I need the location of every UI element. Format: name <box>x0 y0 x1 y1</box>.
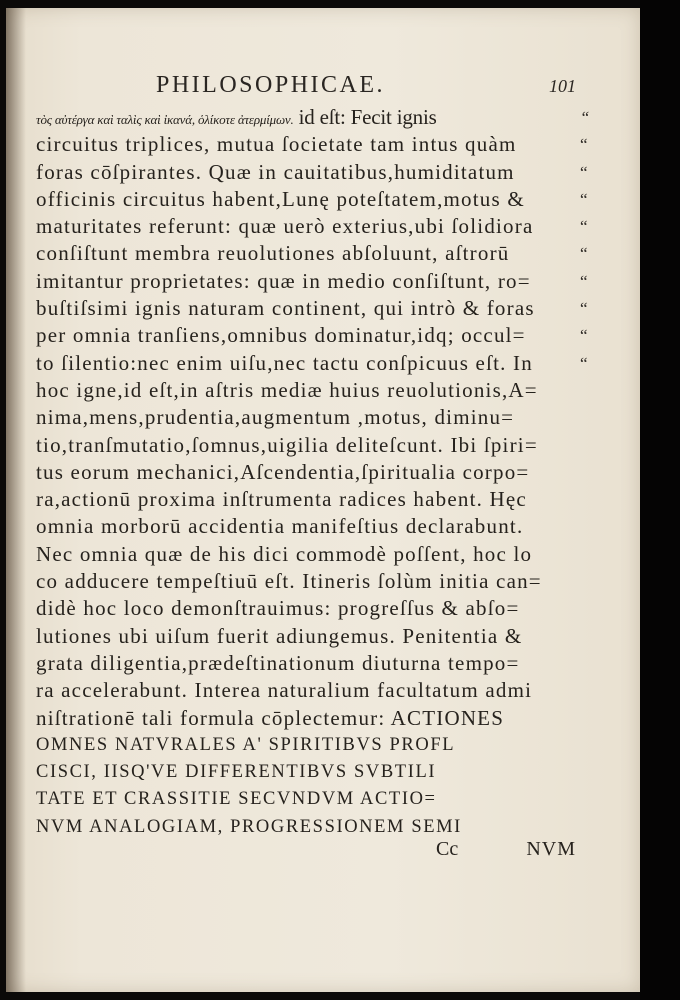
text-line <box>36 432 576 459</box>
body-text <box>36 104 590 841</box>
prose-lines <box>36 131 588 732</box>
text-line <box>36 650 576 677</box>
page-gutter-shadow <box>6 8 26 992</box>
text-line-capitals: NVM ANALOGIAM, PROGRESSIONEM SEMI <box>36 816 462 837</box>
text-line-content: didè hoc loco demonſtrauimus: progreſſus & abſo= <box>36 596 520 621</box>
text-line-content: nima,mens,prudentia,augmentum ,motus, diminu= <box>36 405 515 430</box>
text-line-content: circuitus triplices, mutua ſocietate tam intus quàm <box>36 132 517 157</box>
text-line <box>36 404 576 431</box>
text-line-content: grata diligentia,prædeſtinationum diuturna tempo= <box>36 650 520 675</box>
text-line-content: niſtrationē tali formula cōplectemur: ACTIONES <box>36 705 505 730</box>
quotation-mark: “ <box>580 326 588 346</box>
text-line-content: buſtiſsimi ignis naturam continent, qui intrò & foras <box>36 296 535 321</box>
text-line <box>36 268 588 295</box>
text-line <box>36 350 588 377</box>
catchword: NVM <box>526 838 576 860</box>
text-line-content: per omnia tranſiens,omnibus dominatur,idq; occul= <box>36 323 526 348</box>
text-line <box>36 623 576 650</box>
text-line <box>36 513 576 540</box>
text-line <box>36 595 576 622</box>
text-line <box>36 568 576 595</box>
text-line-content: imitantur proprietates: quæ in medio conſiſtunt, ro= <box>36 268 531 293</box>
text-line-content: to ſilentio:nec enim uiſu,nec tactu conſpicuus eſt. In <box>36 350 533 375</box>
text-line <box>36 486 576 513</box>
text-line-content: ra accelerabunt. Interea naturalium facultatum admi <box>36 678 533 703</box>
quotation-mark: “ <box>580 135 588 155</box>
text-line-capitals: OMNES NATVRALES A' SPIRITIBVS PROFL <box>36 734 456 755</box>
page-header <box>156 72 576 108</box>
text-line <box>36 459 576 486</box>
signature-mark: Cc <box>436 838 459 860</box>
text-line <box>36 705 576 732</box>
text-line <box>36 295 588 322</box>
text-line-capitals: TATE ET CRASSITIE SECVNDVM ACTIO= <box>36 789 437 810</box>
text-line <box>36 322 588 349</box>
text-line <box>36 213 588 240</box>
text-line-content: tus eorum mechanici,Aſcendentia,ſpiritualia corpo= <box>36 459 530 484</box>
quotation-mark: “ <box>580 271 588 291</box>
page-footer <box>436 838 576 864</box>
text-line <box>36 240 588 267</box>
greek-quotation: τὸς αὐτέργα καὶ ταλὶς καὶ ἰκανά, ὁλίκοτε ἀτερμίμων. <box>36 112 294 127</box>
scan-background <box>640 0 680 1000</box>
text-line-content: hoc igne,id eſt,in aſtris mediæ huius reuolutionis,A= <box>36 377 538 402</box>
text-line <box>36 131 588 158</box>
text-line-content: Nec omnia quæ de his dici commodè poſſent, hoc lo <box>36 541 533 566</box>
quotation-mark: “ <box>580 189 588 209</box>
text-line-content: lutiones ubi uiſum fuerit adiungemus. Penitentia & <box>36 623 523 648</box>
text-line <box>36 677 576 704</box>
text-line <box>36 541 576 568</box>
text-line-content: co adducere tempeſtiuū eſt. Itineris ſolùm initia can= <box>36 569 542 594</box>
quotation-mark: “ <box>580 353 588 373</box>
running-head: PHILOSOPHICAE. <box>156 72 386 98</box>
caps-lines <box>36 732 576 841</box>
text-line-content: maturitates referunt: quæ uerò exterius,ubi ſolidiora <box>36 214 534 239</box>
text-line <box>36 186 588 213</box>
text-line-capitals: CISCI, IISQ'VE DIFFERENTIBVS SVBTILI <box>36 762 437 783</box>
greek-line-latin: id eſt: Fecit ignis <box>293 105 437 129</box>
text-line-content: tio,tranſmutatio,ſomnus,uigilia deliteſcunt. Ibi ſpiri= <box>36 432 538 457</box>
text-line-greek <box>36 104 590 131</box>
quotation-mark: “ <box>580 217 588 237</box>
quotation-mark: “ <box>580 244 588 264</box>
quotation-mark: “ <box>580 108 590 127</box>
text-line-content: foras cōſpirantes. Quæ in cauitatibus,humiditatum <box>36 159 515 184</box>
text-line-content: omnia morborū accidentia manifeſtius declarabunt. <box>36 514 524 539</box>
quotation-mark: “ <box>580 162 588 182</box>
text-line <box>36 159 588 186</box>
quotation-mark: “ <box>580 299 588 319</box>
text-line <box>36 377 576 404</box>
text-line-content: officinis circuitus habent,Lunę poteſtatem,motus & <box>36 186 525 211</box>
page-number: 101 <box>549 76 576 96</box>
text-line-content: conſiſtunt membra reuolutiones abſoluunt, aſtrorū <box>36 241 510 266</box>
text-line-content: ra,actionū proxima inſtrumenta radices habent. Hęc <box>36 487 527 512</box>
